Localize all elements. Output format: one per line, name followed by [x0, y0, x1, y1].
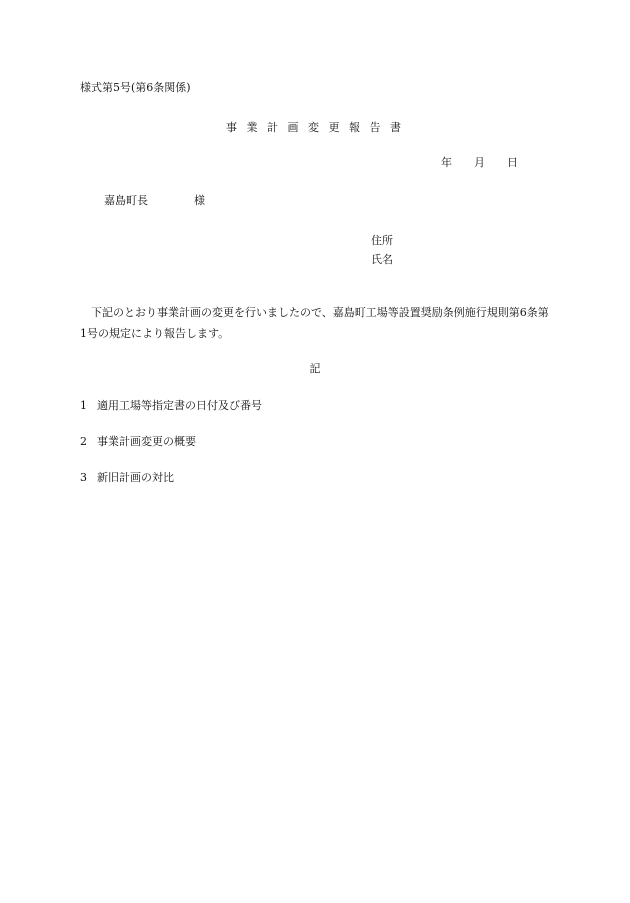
date-year-label: 年 [441, 156, 452, 169]
list-item [80, 471, 174, 485]
addressee-name: 嘉島町長 [104, 194, 148, 207]
ki-heading: 記 [309, 362, 321, 375]
document-title: 事 業 計 画 変 更 報 告 書 [226, 121, 404, 134]
date-day-label: 日 [507, 156, 518, 169]
item-text: 適用工場等指定書の日付及び番号 [97, 399, 262, 412]
body-paragraph: 下記のとおり事業計画の変更を行いましたので、嘉島町工場等設置奨励条例施行規則第6条第1号の規定により報告します。 [80, 306, 549, 340]
item-number: 1 [80, 399, 87, 412]
list-item [80, 435, 196, 449]
item-number: 2 [80, 435, 87, 448]
item-number: 3 [80, 471, 87, 484]
address-label: 住所 [371, 234, 393, 247]
list-item [80, 399, 262, 413]
date-month-label: 月 [474, 156, 485, 169]
applicant-block [371, 231, 393, 269]
addressee-honorific: 様 [194, 194, 205, 207]
name-label: 氏名 [371, 253, 393, 266]
item-text: 事業計画変更の概要 [97, 435, 196, 448]
addressee [104, 194, 205, 208]
item-text: 新旧計画の対比 [97, 471, 174, 484]
date-line [441, 156, 518, 170]
form-label: 様式第5号(第6条関係) [80, 81, 191, 94]
